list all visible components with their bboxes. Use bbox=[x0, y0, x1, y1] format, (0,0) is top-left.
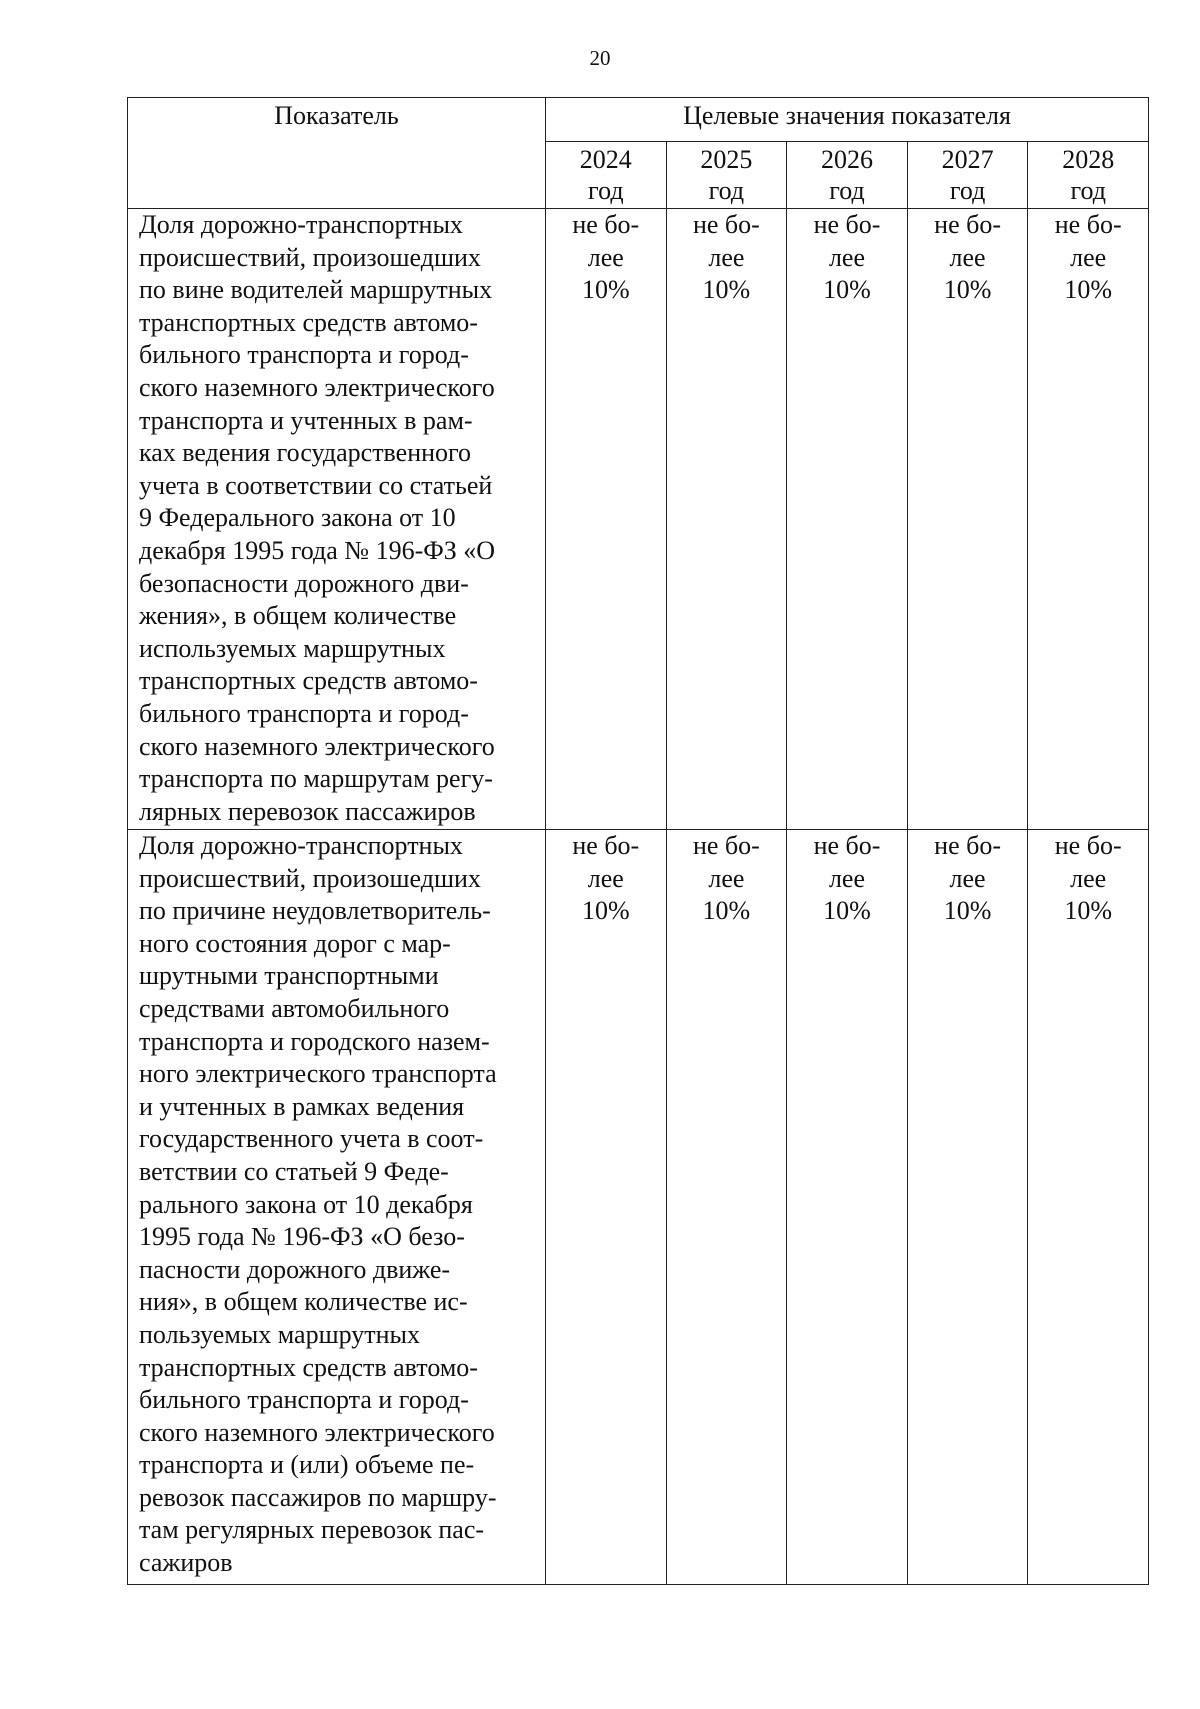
indicator-name-cell: Доля дорожно-транспортных происшествий, произошедших по причине неудовлетворитель- ного состояния дорог с мар- шрутными транспортными средствами автомобильного транспорта и городского назем- ного электрического транспорта и учтенных в рамках ведения государственного учета в соот- ветствии со статьей 9 Феде- рального закона от 10 декабря 1995 года № 196-ФЗ «О безо- пасности дорожного движе- ния», в общем количестве ис- пользуемых маршрутных транспортных средств автомо- бильного транспорта и город- ского наземного электрического транспорта и (или) объеме пе- ревозок пассажиров по маршру- там регулярных перевозок пас- сажиров bbox=[128, 830, 546, 1585]
indicators-table bbox=[127, 97, 1149, 1585]
target-value-cell: не бо- лее 10% bbox=[666, 830, 787, 1585]
target-value-cell: не бо- лее 10% bbox=[907, 830, 1028, 1585]
target-value-cell: не бо- лее 10% bbox=[546, 209, 667, 830]
indicator-column-header: Показатель bbox=[128, 98, 546, 209]
target-value-cell: не бо- лее 10% bbox=[787, 830, 908, 1585]
year-header-2027: 2027 год bbox=[907, 142, 1028, 209]
target-value-cell: не бо- лее 10% bbox=[1028, 209, 1149, 830]
target-value-cell: не бо- лее 10% bbox=[546, 830, 667, 1585]
target-value-cell: не бо- лее 10% bbox=[666, 209, 787, 830]
year-header-2026: 2026 год bbox=[787, 142, 908, 209]
page-number: 20 bbox=[589, 46, 611, 70]
indicator-name-cell: Доля дорожно-транспортных происшествий, произошедших по вине водителей маршрутных транспортных средств автомо- бильного транспорта и город- ского наземного электрического транспорта и учтенных в рам- ках ведения государственного учета в соответствии со статьей 9 Федерального закона от 10 декабря 1995 года № 196-ФЗ «О безопасности дорожного дви- жения», в общем количестве используемых маршрутных транспортных средств автомо- бильного транспорта и город- ского наземного электрического транспорта по маршрутам регу- лярных перевозок пассажиров bbox=[128, 209, 546, 830]
table-row bbox=[128, 830, 1149, 1585]
target-value-cell: не бо- лее 10% bbox=[1028, 830, 1149, 1585]
year-header-2025: 2025 год bbox=[666, 142, 787, 209]
target-values-header: Целевые значения показателя bbox=[546, 98, 1149, 142]
year-header-2024: 2024 год bbox=[546, 142, 667, 209]
year-header-2028: 2028 год bbox=[1028, 142, 1149, 209]
target-value-cell: не бо- лее 10% bbox=[907, 209, 1028, 830]
target-value-cell: не бо- лее 10% bbox=[787, 209, 908, 830]
table-row bbox=[128, 209, 1149, 830]
header-row-group bbox=[128, 98, 1149, 142]
